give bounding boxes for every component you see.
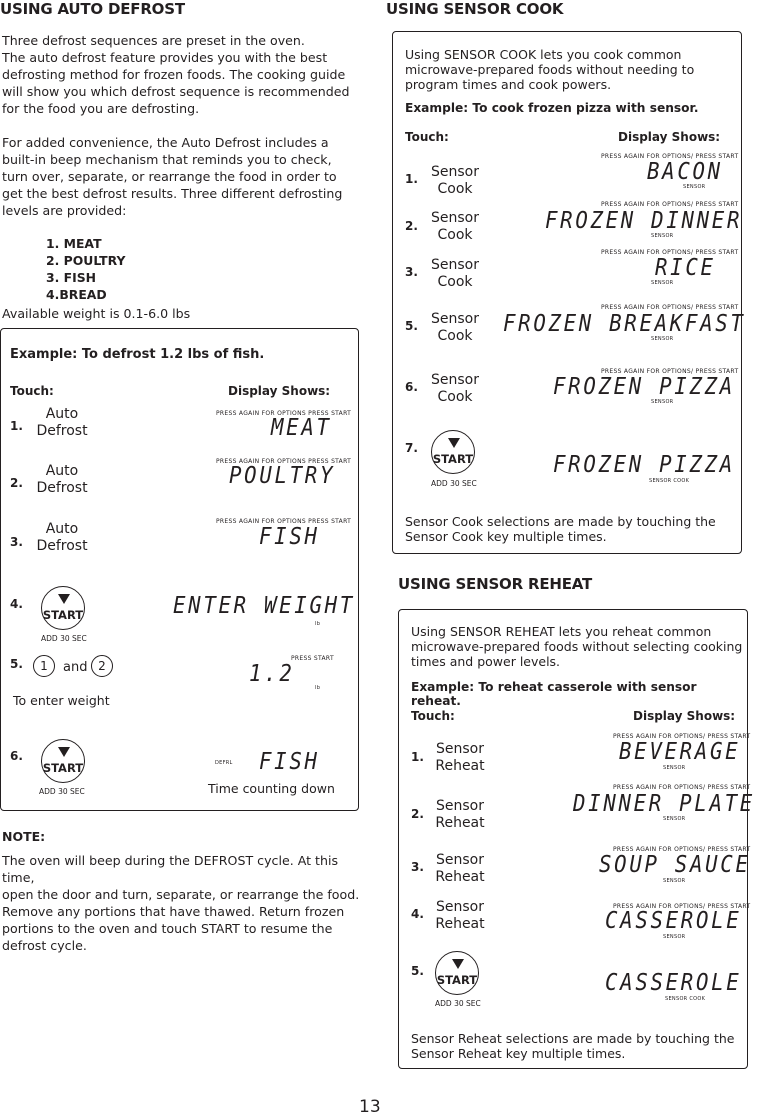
sensor-reheat-key[interactable] <box>429 899 491 933</box>
step-number: 5. <box>405 319 418 333</box>
example-title: Example: To defrost 1.2 lbs of fish. <box>10 347 265 362</box>
start-button[interactable] <box>435 951 479 995</box>
key-label: Defrost <box>36 423 88 439</box>
display-top-label: PRESS AGAIN FOR OPTIONS PRESS START <box>216 458 352 465</box>
text-line: Sensor Reheat key multiple times. <box>411 1046 626 1061</box>
touch-label: Touch: <box>405 130 449 144</box>
display-bottom-label: SENSOR <box>651 233 674 239</box>
key-label: Cook <box>437 328 473 344</box>
step-number: 5. <box>10 657 23 671</box>
sensor-reheat-key[interactable] <box>429 741 491 775</box>
display-bottom-label: SENSOR <box>651 336 674 342</box>
text-line: For added convenience, the Auto Defrost includes a <box>2 135 329 150</box>
sensor-cook-box <box>392 31 746 554</box>
display-bottom-label: SENSOR <box>663 765 686 771</box>
display-top-label: DEFRL <box>215 760 233 766</box>
display-shows-label: Display Shows: <box>618 130 721 144</box>
display-bottom-label: SENSOR <box>663 934 686 940</box>
display-top-label: PRESS AGAIN FOR OPTIONS/ PRESS START <box>601 249 739 256</box>
key-label: Auto <box>45 521 79 537</box>
sensor-cook-footer <box>405 514 716 544</box>
key-label: Reheat <box>435 916 485 932</box>
start-label: START <box>42 761 84 775</box>
display-unit: lb <box>315 685 321 691</box>
text-line: Sensor Reheat selections are made by touching the <box>411 1031 735 1046</box>
text-line: Using SENSOR REHEAT lets you reheat common <box>411 624 712 639</box>
display-readout: DINNER PLATE <box>573 791 755 817</box>
step-number: 7. <box>405 441 418 455</box>
start-label: START <box>436 973 478 987</box>
key-label: Auto <box>45 406 79 422</box>
text-line: turn over, separate, or rearrange the food in order to <box>2 169 337 184</box>
key-label: Reheat <box>435 758 485 774</box>
key-label: Sensor <box>431 311 479 327</box>
display-top-label: PRESS AGAIN FOR OPTIONS/ PRESS START <box>613 733 751 740</box>
add-30-sec-label: ADD 30 SEC <box>435 999 481 1008</box>
key-label: Sensor <box>436 741 484 757</box>
text-line: portions to the oven and touch START to resume the <box>2 921 333 936</box>
play-icon <box>58 594 70 604</box>
play-icon <box>448 438 460 448</box>
text-line: for the food you are defrosting. <box>2 101 200 116</box>
display-readout: 1.2 <box>249 661 295 687</box>
display-readout: FROZEN BREAKFAST <box>503 311 746 337</box>
text-line: Three defrost sequences are preset in the oven. <box>2 33 305 48</box>
key-label: Defrost <box>36 480 88 496</box>
text-line: Sensor Cook selections are made by touching the <box>405 514 716 529</box>
text-line: The oven will beep during the DEFROST cycle. At this time, <box>2 853 339 885</box>
step-number: 2. <box>411 807 424 821</box>
sensor-cook-heading: USING SENSOR COOK <box>386 0 564 18</box>
sensor-reheat-key[interactable] <box>429 798 491 832</box>
list-item: 4.BREAD <box>46 287 107 302</box>
sensor-cook-key[interactable] <box>425 257 485 291</box>
touch-label: Touch: <box>10 384 54 398</box>
auto-defrost-key[interactable] <box>31 521 93 555</box>
play-icon <box>452 959 464 969</box>
sensor-reheat-box <box>398 609 755 1069</box>
add-30-sec-label: ADD 30 SEC <box>39 787 85 796</box>
number-key-1[interactable]: 1 <box>33 655 55 677</box>
add-30-sec-label: ADD 30 SEC <box>431 479 477 488</box>
sensor-reheat-heading: USING SENSOR REHEAT <box>398 575 593 593</box>
display-top-label: PRESS AGAIN FOR OPTIONS/ PRESS START <box>613 903 751 910</box>
text-line: Using SENSOR COOK lets you cook common <box>405 47 682 62</box>
key-label: Reheat <box>435 815 485 831</box>
display-readout: ENTER WEIGHT <box>173 593 355 619</box>
step-number: 1. <box>10 419 23 433</box>
key-label: Sensor <box>436 852 484 868</box>
display-top-label: PRESS AGAIN FOR OPTIONS/ PRESS START <box>613 784 751 791</box>
auto-defrost-key[interactable] <box>31 406 93 440</box>
step-number: 3. <box>10 535 23 549</box>
display-bottom-label: SENSOR <box>663 816 686 822</box>
display-top-label: PRESS AGAIN FOR OPTIONS PRESS START <box>216 518 352 525</box>
step-number: 6. <box>405 380 418 394</box>
display-bottom-label: SENSOR COOK <box>665 996 706 1002</box>
start-button[interactable] <box>41 586 85 630</box>
display-readout: FISH <box>259 524 320 550</box>
start-button[interactable] <box>431 430 475 474</box>
step-number: 1. <box>411 750 424 764</box>
text-line: defrosting method for frozen foods. The cooking guide <box>2 67 346 82</box>
display-shows-label: Display Shows: <box>633 709 736 723</box>
text-line: open the door and turn, separate, or rearrange the food. <box>2 887 360 902</box>
text-line: program times and cook powers. <box>405 77 612 92</box>
key-label: Sensor <box>431 372 479 388</box>
display-readout: FROZEN PIZZA <box>553 374 735 400</box>
key-label: Cook <box>437 389 473 405</box>
display-readout: CASSEROLE <box>605 908 742 934</box>
display-top-label: PRESS AGAIN FOR OPTIONS/ PRESS START <box>601 368 739 375</box>
text-line: levels are provided: <box>2 203 127 218</box>
text-line: defrost cycle. <box>2 938 87 953</box>
text-line: get the best defrost results. Three different defrosting <box>2 186 343 201</box>
sensor-cook-key[interactable] <box>425 164 485 198</box>
step-number: 4. <box>411 907 424 921</box>
display-readout: FROZEN PIZZA <box>553 452 735 478</box>
add-30-sec-label: ADD 30 SEC <box>41 634 87 643</box>
key-label: Auto <box>45 463 79 479</box>
sensor-cook-key[interactable] <box>425 210 485 244</box>
display-readout: MEAT <box>271 415 332 441</box>
time-counting-note: Time counting down <box>208 781 335 796</box>
auto-defrost-intro <box>2 32 362 117</box>
sensor-cook-key[interactable] <box>425 311 485 345</box>
display-top-label: PRESS AGAIN FOR OPTIONS PRESS START <box>216 410 352 417</box>
display-top-label: PRESS AGAIN FOR OPTIONS/ PRESS START <box>613 846 751 853</box>
sensor-cook-key[interactable] <box>425 372 485 406</box>
step-number: 4. <box>10 597 23 611</box>
text-line: microwave-prepared foods without selecting cooking <box>411 639 743 654</box>
start-label: START <box>42 608 84 622</box>
note-text <box>2 852 364 954</box>
key-label: Cook <box>437 274 473 290</box>
enter-weight-note: To enter weight <box>13 693 110 708</box>
display-top-label: PRESS AGAIN FOR OPTIONS/ PRESS START <box>601 304 739 311</box>
key-label: Sensor <box>436 899 484 915</box>
step-number: 2. <box>405 219 418 233</box>
play-icon <box>58 747 70 757</box>
auto-defrost-key[interactable] <box>31 463 93 497</box>
key-label: Cook <box>437 227 473 243</box>
start-button[interactable] <box>41 739 85 783</box>
display-bottom-label: SENSOR <box>663 878 686 884</box>
display-readout: FROZEN DINNER <box>545 208 743 234</box>
display-readout: BEVERAGE <box>619 739 741 765</box>
page-number: 13 <box>359 1097 381 1117</box>
key-label: Defrost <box>36 538 88 554</box>
display-readout: FISH <box>259 749 320 775</box>
text-line: The auto defrost feature provides you with the best <box>2 50 328 65</box>
text-line: will show you which defrost sequence is recommended <box>2 84 350 99</box>
key-label: Sensor <box>431 164 479 180</box>
text-line: times and power levels. <box>411 654 561 669</box>
display-bottom-label: SENSOR <box>651 399 674 405</box>
sensor-reheat-intro <box>411 624 742 669</box>
and-label: and <box>63 660 88 675</box>
display-bottom-label: SENSOR <box>651 280 674 286</box>
display-top-label: PRESS START <box>291 655 334 662</box>
display-readout: SOUP SAUCE <box>599 852 751 878</box>
display-bottom-label: SENSOR <box>683 184 706 190</box>
text-line: Remove any portions that have thawed. Return frozen <box>2 904 345 919</box>
display-readout: POULTRY <box>229 463 336 489</box>
sensor-reheat-key[interactable] <box>429 852 491 886</box>
display-unit: lb <box>315 621 321 627</box>
key-label: Sensor <box>431 257 479 273</box>
start-label: START <box>432 452 474 466</box>
auto-defrost-heading: USING AUTO DEFROST <box>0 0 185 18</box>
display-bottom-label: SENSOR COOK <box>649 478 690 484</box>
step-number: 6. <box>10 749 23 763</box>
display-shows-label: Display Shows: <box>228 384 331 398</box>
sensor-cook-intro <box>405 47 694 92</box>
auto-defrost-paragraph <box>2 134 362 219</box>
display-readout: BACON <box>647 159 723 185</box>
step-number: 1. <box>405 172 418 186</box>
key-label: Reheat <box>435 869 485 885</box>
text-line: microwave-prepared foods without needing to <box>405 62 695 77</box>
defrost-levels-list <box>46 235 125 303</box>
step-number: 3. <box>411 860 424 874</box>
step-number: 5. <box>411 964 424 978</box>
example-title: Example: To cook frozen pizza with sensor. <box>405 101 699 115</box>
touch-label: Touch: <box>411 709 455 723</box>
example-title: Example: To reheat casserole with sensor reheat. <box>411 680 697 708</box>
display-readout: RICE <box>655 255 716 281</box>
key-label: Sensor <box>436 798 484 814</box>
list-item: 2. POULTRY <box>46 253 126 268</box>
available-weight: Available weight is 0.1-6.0 lbs <box>2 306 191 321</box>
text-line: built-in beep mechanism that reminds you to check, <box>2 152 332 167</box>
number-key-2[interactable]: 2 <box>91 655 113 677</box>
step-number: 3. <box>405 265 418 279</box>
text-line: Sensor Cook key multiple times. <box>405 529 607 544</box>
key-label: Cook <box>437 181 473 197</box>
step-number: 2. <box>10 476 23 490</box>
note-title: NOTE: <box>2 829 46 844</box>
list-item: 1. MEAT <box>46 236 102 251</box>
list-item: 3. FISH <box>46 270 97 285</box>
display-top-label: PRESS AGAIN FOR OPTIONS/ PRESS START <box>601 201 739 208</box>
defrost-example-box <box>0 328 359 811</box>
key-label: Sensor <box>431 210 479 226</box>
display-top-label: PRESS AGAIN FOR OPTIONS/ PRESS START <box>601 153 739 160</box>
sensor-reheat-footer <box>411 1031 734 1061</box>
display-readout: CASSEROLE <box>605 970 742 996</box>
